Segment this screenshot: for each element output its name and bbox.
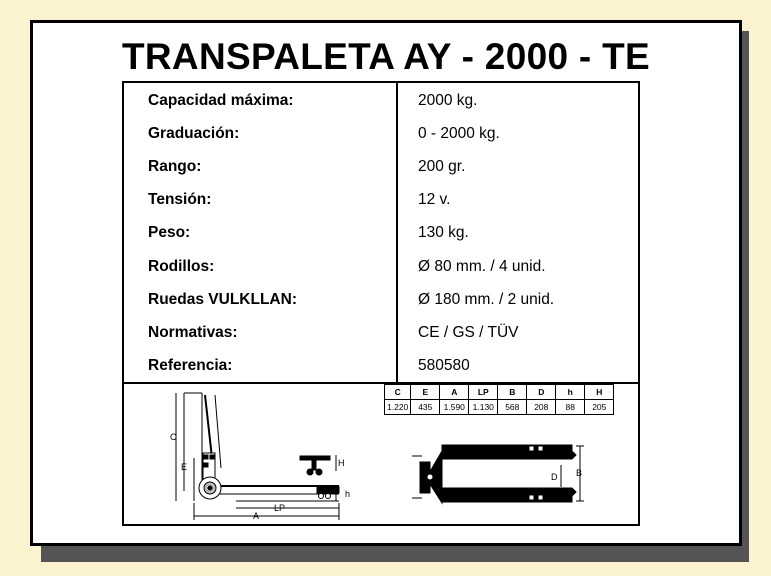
dimension-header: C — [385, 385, 411, 400]
dimension-label-c: C — [170, 432, 177, 442]
spec-value: 200 gr. — [418, 158, 466, 175]
spec-value: 12 v. — [418, 191, 451, 208]
spec-label: Graduación: — [148, 125, 240, 142]
spec-value: Ø 80 mm. / 4 unid. — [418, 258, 546, 275]
dimension-value: 205 — [585, 400, 614, 415]
spec-label: Rodillos: — [148, 258, 215, 275]
dimension-header: H — [585, 385, 614, 400]
top-view-labels — [551, 468, 582, 482]
pallet-truck-diagram — [124, 83, 638, 524]
spec-value: 130 kg. — [418, 224, 469, 241]
dimension-value: 435 — [411, 400, 440, 415]
spec-label: Ruedas VULKLLAN: — [148, 291, 297, 308]
dimension-header: E — [411, 385, 440, 400]
dimension-value: 1.590 — [440, 400, 469, 415]
dimension-label-a: A — [253, 511, 260, 521]
spec-value: CE / GS / TÜV — [418, 324, 519, 341]
dimension-label-d: D — [551, 472, 558, 482]
dimension-header: A — [440, 385, 469, 400]
spec-label: Peso: — [148, 224, 191, 241]
spec-value: Ø 180 mm. / 2 unid. — [418, 291, 555, 308]
spec-value: 0 - 2000 kg. — [418, 125, 500, 142]
spec-value: 580580 — [418, 357, 470, 374]
dimension-header: LP — [469, 385, 498, 400]
dimension-value: 1.220 — [385, 400, 411, 415]
dimension-header: B — [498, 385, 527, 400]
dimension-label-h-lower: h — [345, 489, 351, 499]
dimension-header: h — [556, 385, 585, 400]
dimension-label-e: E — [181, 462, 188, 472]
spec-label: Capacidad máxima: — [148, 92, 294, 109]
side-view-diagram — [176, 393, 339, 520]
dimension-value: 88 — [556, 400, 585, 415]
spec-label: Referencia: — [148, 357, 233, 374]
dimension-value: 1.130 — [469, 400, 498, 415]
dimension-value: 568 — [498, 400, 527, 415]
spec-sheet-card — [30, 20, 742, 546]
spec-value: 2000 kg. — [418, 92, 478, 109]
page-title: TRANSPALETA AY - 2000 - TE — [122, 36, 650, 77]
spec-box — [122, 81, 640, 526]
spec-label: Normativas: — [148, 324, 238, 341]
dimension-value: 208 — [527, 400, 556, 415]
dimension-label-b: B — [576, 468, 583, 478]
dimension-header: D — [527, 385, 556, 400]
spec-label: Rango: — [148, 158, 202, 175]
spec-label: Tensión: — [148, 191, 212, 208]
dimension-label-lp: LP — [274, 503, 286, 513]
top-view-diagram — [412, 445, 584, 503]
dimension-label-h-upper: H — [338, 458, 345, 468]
